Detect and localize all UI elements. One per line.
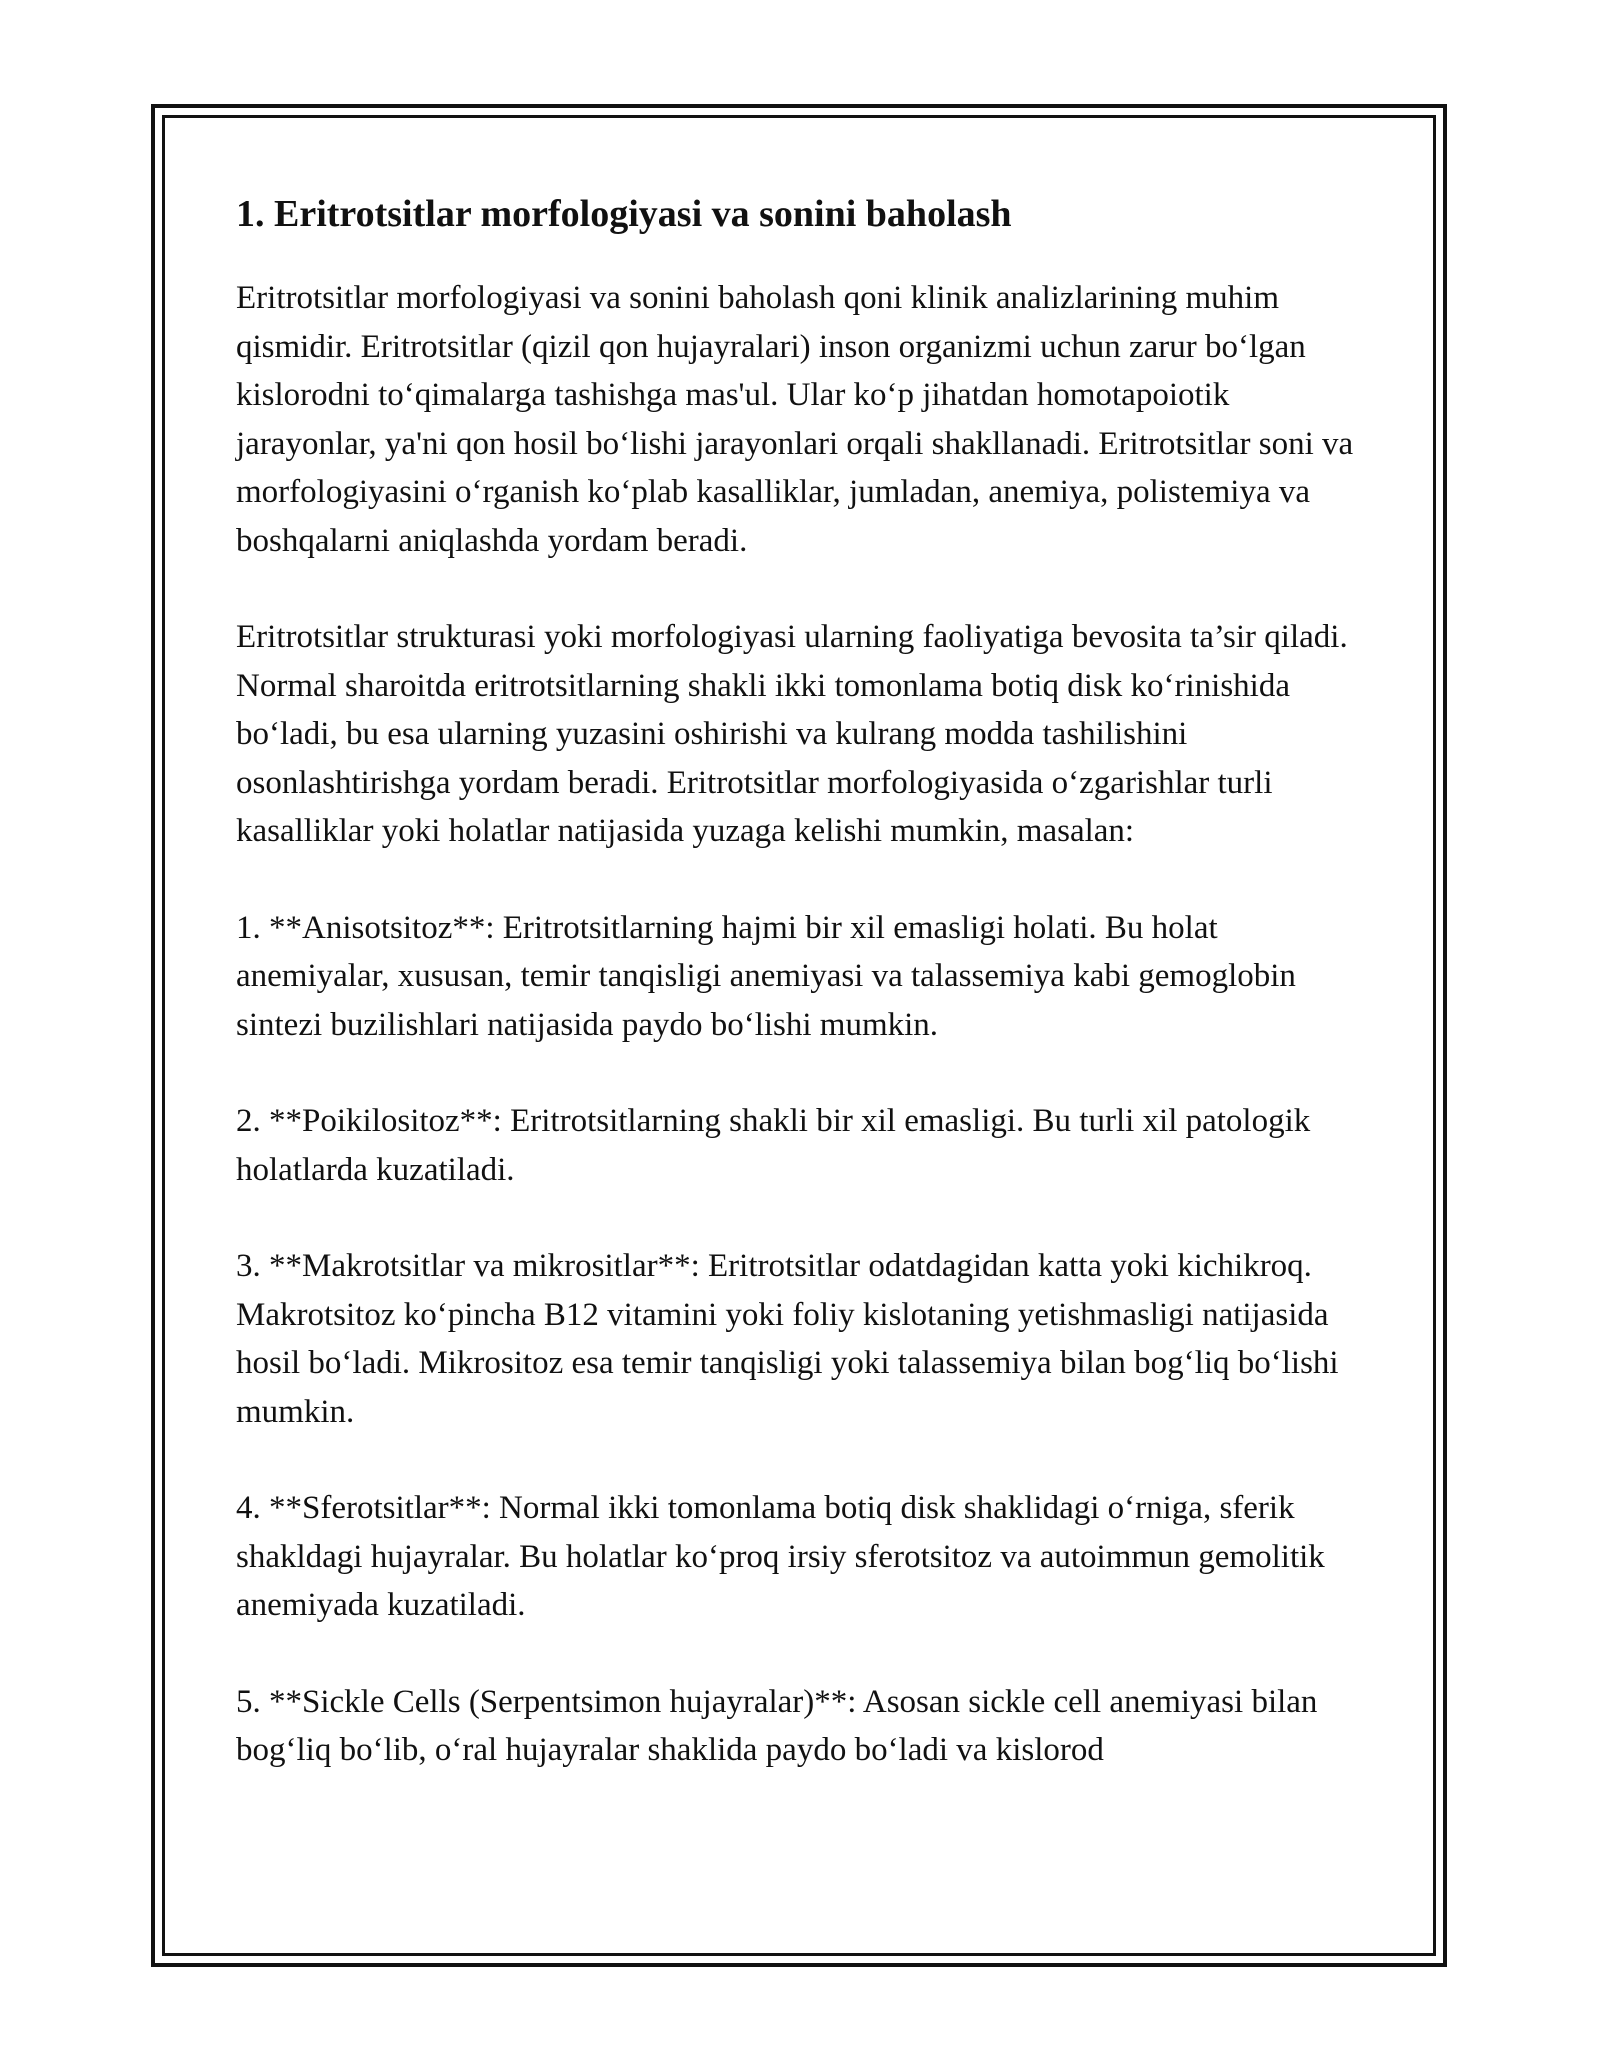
section-heading: 1. Eritrotsitlar morfologiyasi va sonini baholash (236, 193, 1012, 235)
document-body (236, 186, 1376, 1823)
list-item-makrotsitlar: 3. **Makrotsitlar va mikrositlar**: Eritrotsitlar odatdagidan katta yoki kichikroq. Makrotsitoz koʻpincha B12 vitamini yoki foliy kislotaning yetishmasligi natijasida hosil boʻladi. Mikrositoz esa temir tanqisligi yoki talassemiya bilan bogʻliq boʻlishi mumkin. (236, 1248, 1339, 1430)
list-item-sickle-cells: 5. **Sickle Cells (Serpentsimon hujayralar)**: Asosan sickle cell anemiyasi bilan bogʻliq boʻlib, oʻral hujayralar shaklida paydo boʻladi va kislorod (236, 1683, 1318, 1768)
intro-paragraph: Eritrotsitlar morfologiyasi va sonini baholash qoni klinik analizlarining muhim qismidir. Eritrotsitlar (qizil qon hujayralari) inson organizmi uchun zarur boʻlgan kislorodni toʻqimalarga tashishga mas'ul. Ular koʻp jihatdan homotapoiotik jarayonlar, ya'ni qon hosil boʻlishi jarayonlari orqali shakllanadi. Eritrotsitlar soni va morfologiyasini oʻrganish koʻplab kasalliklar, jumladan, anemiya, polistemiya va boshqalarni aniqlashda yordam beradi. (236, 280, 1354, 559)
list-item-sferotsitlar: 4. **Sferotsitlar**: Normal ikki tomonlama botiq disk shaklidagi oʻrniga, sferik shakldagi hujayralar. Bu holatlar koʻproq irsiy sferotsitoz va autoimmun gemolitik anemiyada kuzatiladi. (236, 1490, 1325, 1623)
morphology-paragraph: Eritrotsitlar strukturasi yoki morfologiyasi ularning faoliyatiga bevosita ta’sir qiladi. Normal sharoitda eritrotsitlarning shakli ikki tomonlama botiq disk koʻrinishida boʻladi, bu esa ularning yuzasini oshirishi va kulrang modda tashilishini osonlashtirishga yordam beradi. Eritrotsitlar morfologiyasida oʻzgarishlar turli kasalliklar yoki holatlar natijasida yuzaga kelishi mumkin, masalan: (236, 619, 1348, 849)
list-item-poikilositoz: 2. **Poikilositoz**: Eritrotsitlarning shakli bir xil emasligi. Bu turli xil patologik holatlarda kuzatiladi. (236, 1103, 1311, 1188)
list-item-anisotsitoz: 1. **Anisotsitoz**: Eritrotsitlarning hajmi bir xil emasligi holati. Bu holat anemiyalar, xususan, temir tanqisligi anemiyasi va talassemiya kabi gemoglobin sintezi buzilishlari natijasida paydo boʻlishi mumkin. (236, 909, 1296, 1043)
